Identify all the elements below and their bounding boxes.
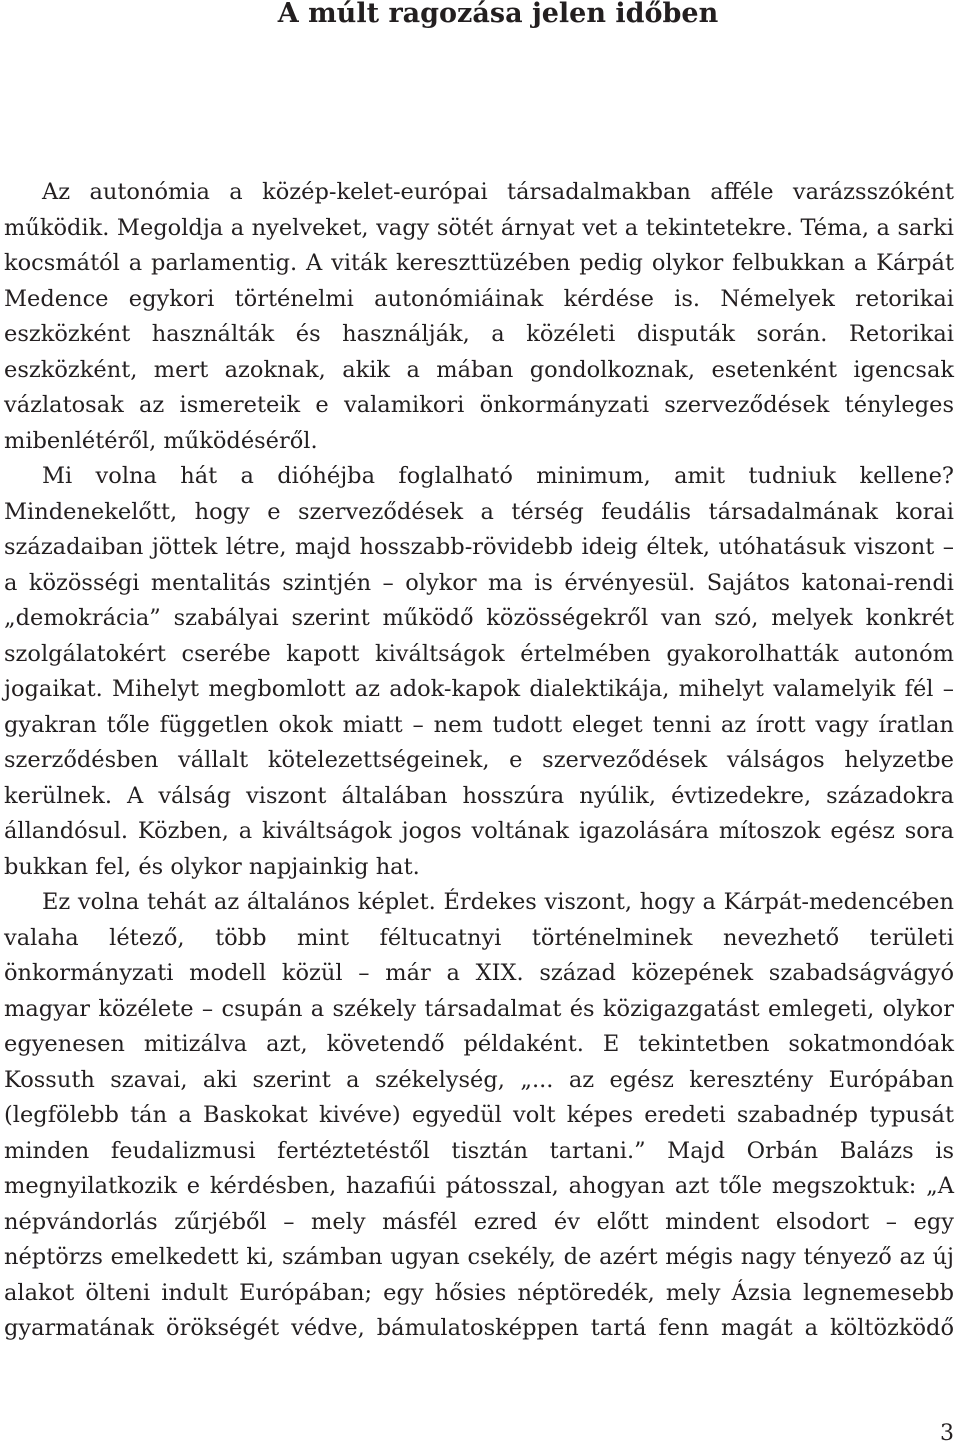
page-title: A múlt ragozása jelen időben xyxy=(277,0,719,29)
page-number: 3 xyxy=(940,1421,954,1446)
paragraph-2: Mi volna hát a dióhéjba foglalható minimum, amit tudniuk kellene? Mindenekelőtt, hogy e szerveződések a térség feudális társadalmának korai századaiban jöttek létre, majd hosszabb-rövidebb ideig éltek, utóhatásuk viszont – a közösségi mentalitás szintjén – olykor ma is érvényesül. Sajátos katonai-rendi „demokrácia” szabályai szerint működő közösségekről van szó, melyek konkrét szolgálatokért cserébe kapott kiváltságok értelmében gyakorolhatták autonóm jogaikat. Mihelyt megbomlott az adok-kapok dialektikája, mihelyt valamelyik fél – gyakran tőle független okok miatt – nem tudott eleget tenni az írott vagy íratlan szerződésben vállalt kötelezettségeinek, e szerveződések válságos helyzetbe kerülnek. A válság viszont általában hosszúra nyúlik, évtizedekre, századokra állandósul. Közben, a kiváltságok jogos voltának igazolására mítoszok egész sora bukkan fel, és olykor napjainkig hat. xyxy=(4,463,954,880)
body-text xyxy=(4,175,954,1347)
paragraph-3: Ez volna tehát az általános képlet. Érdekes viszont, hogy a Kárpát-medencében valaha létező, több mint féltucatnyi történelminek nevezhető területi önkormányzati modell közül – már a XIX. század közepének szabadságvágyó magyar közélete – csupán a székely társadalmat és közigazgatást emlegeti, olykor egyenesen mitizálva azt, követendő példaként. E tekintetben sokatmondóak Kossuth szavai, aki szerint a székelység, „... az egész keresztény Európában (legfölebb tán a Baskokat kivéve) egyedül volt képes eredeti szabadnép typusát minden feudalizmusi fertéztetéstől tisztán tartani.” Majd Orbán Balázs is megnyilatkozik e kérdésben, hazafiúi pátosszal, ahogyan azt tőle megszoktuk: „A népvándorlás zűrjéből – mely másfél ezred év előtt mindent elsodort – egy néptörzs emelkedett ki, számban ugyan csekély, de azért mégis nagy tényező az új alakot ölteni indult Európában; egy hősies néptöredék, mely Ázsia legnemesebb gyarmatának örökségét védve, bámulatosképpen tartá fenn magát a költözködő xyxy=(4,889,954,1341)
paragraph-1: Az autonómia a közép-kelet-európai társadalmakban afféle varázsszóként működik. Megoldja a nyelveket, vagy sötét árnyat vet a tekintetekre. Téma, a sarki kocsmától a parlamentig. A viták kereszttüzében pedig olykor felbukkan a Kárpát Medence egykori történelmi autonómiáinak kérdése is. Némelyek retorikai eszközként használták és használják, a közéleti disputák során. Retorikai eszközként, mert azoknak, akik a mában gondolkoznak, esetenként igencsak vázlatosak az ismereteik e valamikori önkormányzati szerveződések tényleges mibenlétéről, működéséről. xyxy=(4,179,954,454)
